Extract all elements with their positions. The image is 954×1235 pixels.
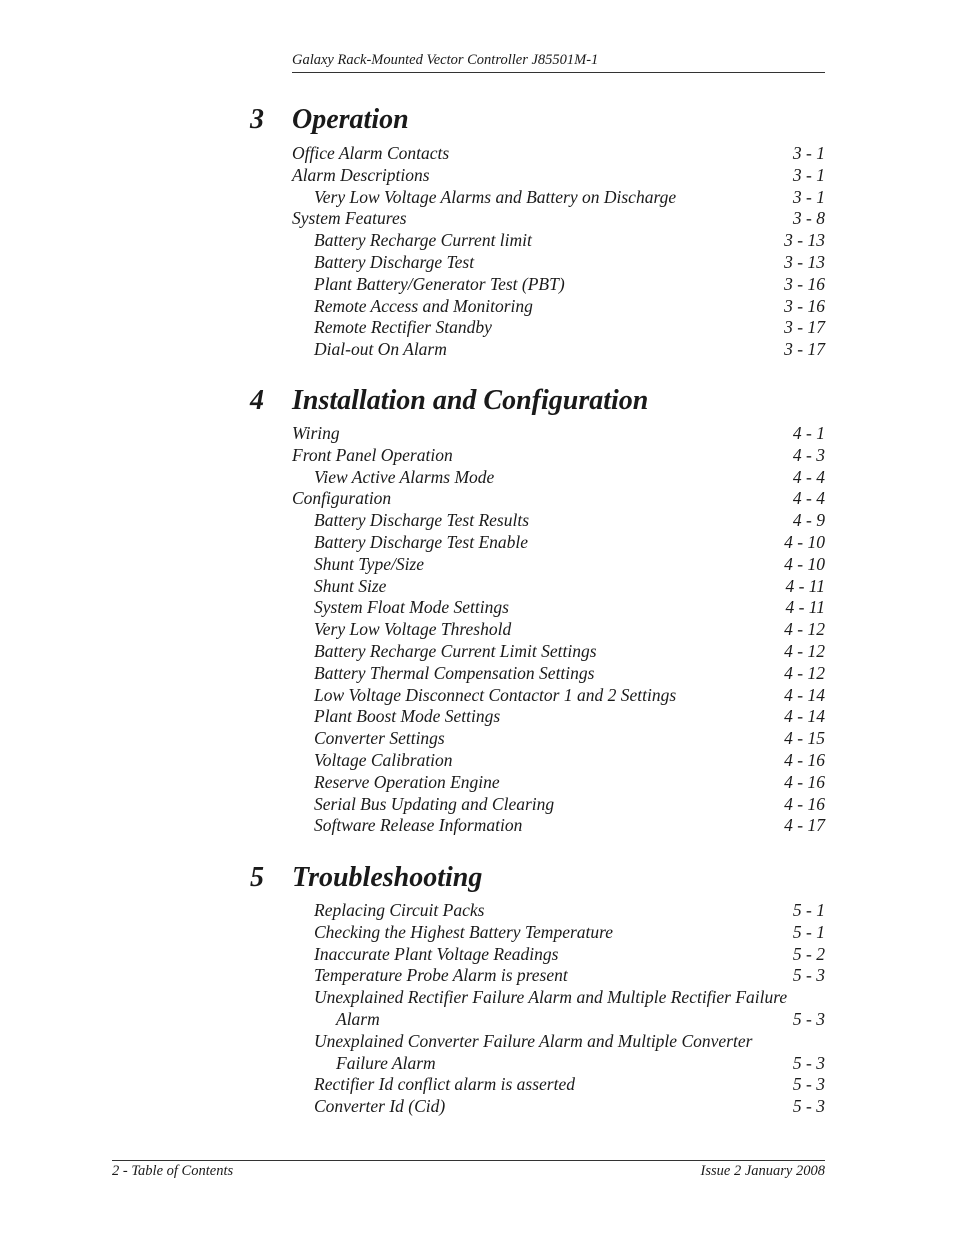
toc-entry-page: 4 - 12 <box>784 619 825 640</box>
toc-entry[interactable] <box>0 1053 954 1075</box>
toc-section-3-list <box>0 143 954 361</box>
toc-entry[interactable] <box>0 445 954 467</box>
toc-entry-page: 3 - 13 <box>784 230 825 251</box>
toc-entry-page: 4 - 17 <box>784 815 825 836</box>
toc-entry[interactable] <box>0 772 954 794</box>
toc-entry-label: Configuration <box>292 488 392 509</box>
toc-entry[interactable] <box>0 510 954 532</box>
toc-entry[interactable] <box>0 208 954 230</box>
toc-entry-page: 4 - 10 <box>784 553 825 574</box>
toc-entry-page: 4 - 9 <box>792 510 825 531</box>
section-title: Operation <box>292 104 409 135</box>
toc-entry[interactable] <box>0 187 954 209</box>
toc-entry[interactable] <box>0 143 954 165</box>
toc-entry-page: 4 - 4 <box>792 488 825 509</box>
toc-entry-page: 4 - 16 <box>784 793 825 814</box>
toc-entry-page: 4 - 14 <box>784 684 825 705</box>
toc-entry-page: 5 - 1 <box>792 921 825 942</box>
toc-entry-label: Battery Thermal Compensation Settings <box>314 662 595 683</box>
toc-entry[interactable] <box>0 165 954 187</box>
toc-entry[interactable] <box>0 706 954 728</box>
toc-entry-label: Very Low Voltage Alarms and Battery on Discharge <box>314 186 677 207</box>
toc-entry-page: 4 - 12 <box>784 662 825 683</box>
toc-entry-page: 3 - 17 <box>784 339 825 360</box>
toc-entry-label: Dial-out On Alarm <box>314 339 447 360</box>
toc-entry-label: Inaccurate Plant Voltage Readings <box>314 943 559 964</box>
toc-entry-page: 4 - 16 <box>784 749 825 770</box>
section-heading-3 <box>250 104 409 136</box>
toc-entry[interactable] <box>0 1096 954 1118</box>
toc-entry[interactable] <box>0 1074 954 1096</box>
toc-entry-page: 4 - 16 <box>784 771 825 792</box>
toc-entry-page: 5 - 3 <box>792 965 825 986</box>
section-heading-5 <box>250 862 482 894</box>
toc-entry-page: 3 - 1 <box>792 186 825 207</box>
toc-entry-page: 4 - 11 <box>785 575 825 596</box>
toc-entry-page: 3 - 17 <box>784 317 825 338</box>
toc-entry-label: Battery Recharge Current limit <box>314 230 532 251</box>
toc-entry-page: 3 - 8 <box>792 208 825 229</box>
toc-entry-page: 5 - 3 <box>792 1008 825 1029</box>
toc-entry-label: Shunt Size <box>314 575 387 596</box>
toc-entry-label: Converter Id (Cid) <box>314 1096 446 1117</box>
toc-entry-label: Temperature Probe Alarm is present <box>314 965 568 986</box>
running-header-title: Galaxy Rack-Mounted Vector Controller J85501M-1 <box>292 52 599 68</box>
toc-entry[interactable] <box>0 922 954 944</box>
toc-entry-label: Battery Discharge Test Enable <box>314 531 529 552</box>
toc-entry-label: Serial Bus Updating and Clearing <box>314 793 555 814</box>
toc-entry-label: Reserve Operation Engine <box>314 771 500 792</box>
toc-entry-label: Software Release Information <box>314 815 523 836</box>
header-rule <box>292 72 825 73</box>
section-number: 4 <box>250 385 264 416</box>
toc-entry-label: Alarm Descriptions <box>292 164 430 185</box>
toc-entry[interactable] <box>0 641 954 663</box>
toc-entry-label: Converter Settings <box>314 728 445 749</box>
toc-entry[interactable] <box>0 423 954 445</box>
toc-entry[interactable] <box>0 576 954 598</box>
toc-entry-page: 5 - 1 <box>792 900 825 920</box>
toc-entry[interactable] <box>0 900 954 922</box>
toc-entry-page: 3 - 16 <box>784 295 825 316</box>
toc-entry[interactable] <box>0 663 954 685</box>
toc-entry[interactable] <box>0 339 954 361</box>
toc-section-5-list <box>0 900 954 1118</box>
toc-entry[interactable] <box>0 750 954 772</box>
toc-entry-label: Front Panel Operation <box>292 444 453 465</box>
toc-entry-label: Wiring <box>292 423 340 443</box>
toc-entry-label: Low Voltage Disconnect Contactor 1 and 2 Settings <box>314 684 677 705</box>
toc-entry-label: Unexplained Converter Failure Alarm and Multiple Converter <box>314 1030 753 1051</box>
toc-entry[interactable] <box>0 488 954 510</box>
toc-entry-page: 3 - 1 <box>792 143 825 163</box>
toc-entry[interactable] <box>0 230 954 252</box>
toc-entry[interactable] <box>0 467 954 489</box>
toc-entry[interactable] <box>0 296 954 318</box>
toc-entry-label: Unexplained Rectifier Failure Alarm and Multiple Rectifier Failure <box>314 987 788 1008</box>
toc-entry-label: Failure Alarm <box>336 1052 436 1073</box>
toc-entry-page: 4 - 4 <box>792 466 825 487</box>
toc-entry-label: Battery Discharge Test <box>314 251 475 272</box>
toc-entry-label: Plant Battery/Generator Test (PBT) <box>314 273 565 294</box>
toc-entry-label: System Float Mode Settings <box>314 597 509 618</box>
footer-issue-date: Issue 2 January 2008 <box>700 1163 825 1179</box>
toc-entry-label: Alarm <box>336 1008 380 1029</box>
toc-entry-label: Replacing Circuit Packs <box>314 900 485 920</box>
toc-entry-label: Shunt Type/Size <box>314 553 425 574</box>
toc-entry[interactable] <box>0 1031 954 1053</box>
toc-entry[interactable] <box>0 554 954 576</box>
toc-entry[interactable] <box>0 317 954 339</box>
toc-entry-label: System Features <box>292 208 407 229</box>
toc-entry-page: 4 - 14 <box>784 706 825 727</box>
toc-entry-page: 4 - 1 <box>792 423 825 443</box>
toc-section-4-list <box>0 423 954 837</box>
section-number: 5 <box>250 862 264 893</box>
toc-entry-page: 4 - 15 <box>784 728 825 749</box>
section-title: Troubleshooting <box>292 862 483 893</box>
section-heading-4 <box>250 385 648 417</box>
footer-page-label: 2 - Table of Contents <box>112 1163 234 1179</box>
toc-entry[interactable] <box>0 1009 954 1031</box>
toc-entry[interactable] <box>0 794 954 816</box>
toc-entry[interactable] <box>0 965 954 987</box>
toc-entry[interactable] <box>0 597 954 619</box>
section-number: 3 <box>250 104 264 135</box>
toc-entry[interactable] <box>0 815 954 837</box>
toc-entry-label: Battery Discharge Test Results <box>314 510 530 531</box>
toc-entry-label: Remote Rectifier Standby <box>314 317 492 338</box>
toc-entry-page: 5 - 2 <box>792 943 825 964</box>
toc-entry-page: 3 - 16 <box>784 273 825 294</box>
footer-rule <box>112 1160 825 1161</box>
toc-entry[interactable] <box>0 728 954 750</box>
toc-entry-label: Very Low Voltage Threshold <box>314 619 512 640</box>
toc-entry-label: Office Alarm Contacts <box>292 143 450 163</box>
toc-entry-label: Remote Access and Monitoring <box>314 295 533 316</box>
toc-entry[interactable] <box>0 987 954 1009</box>
toc-entry[interactable] <box>0 252 954 274</box>
toc-entry[interactable] <box>0 619 954 641</box>
toc-entry-page: 3 - 1 <box>792 164 825 185</box>
toc-entry[interactable] <box>0 685 954 707</box>
toc-entry-page: 4 - 12 <box>784 640 825 661</box>
toc-entry[interactable] <box>0 532 954 554</box>
toc-entry-label: Voltage Calibration <box>314 749 453 770</box>
toc-entry-page: 4 - 3 <box>792 444 825 465</box>
toc-entry-label: Battery Recharge Current Limit Settings <box>314 640 597 661</box>
toc-entry-page: 4 - 11 <box>785 597 825 618</box>
toc-entry-label: View Active Alarms Mode <box>314 466 495 487</box>
toc-entry-page: 3 - 13 <box>784 251 825 272</box>
toc-entry-label: Rectifier Id conflict alarm is asserted <box>314 1074 575 1095</box>
toc-entry-page: 5 - 3 <box>792 1096 825 1117</box>
toc-entry-page: 4 - 10 <box>784 531 825 552</box>
toc-entry[interactable] <box>0 274 954 296</box>
toc-entry[interactable] <box>0 944 954 966</box>
toc-entry-page: 5 - 3 <box>792 1074 825 1095</box>
toc-entry-label: Checking the Highest Battery Temperature <box>314 921 614 942</box>
toc-entry-page: 5 - 3 <box>792 1052 825 1073</box>
toc-entry-label: Plant Boost Mode Settings <box>314 706 501 727</box>
section-title: Installation and Configuration <box>292 385 649 416</box>
